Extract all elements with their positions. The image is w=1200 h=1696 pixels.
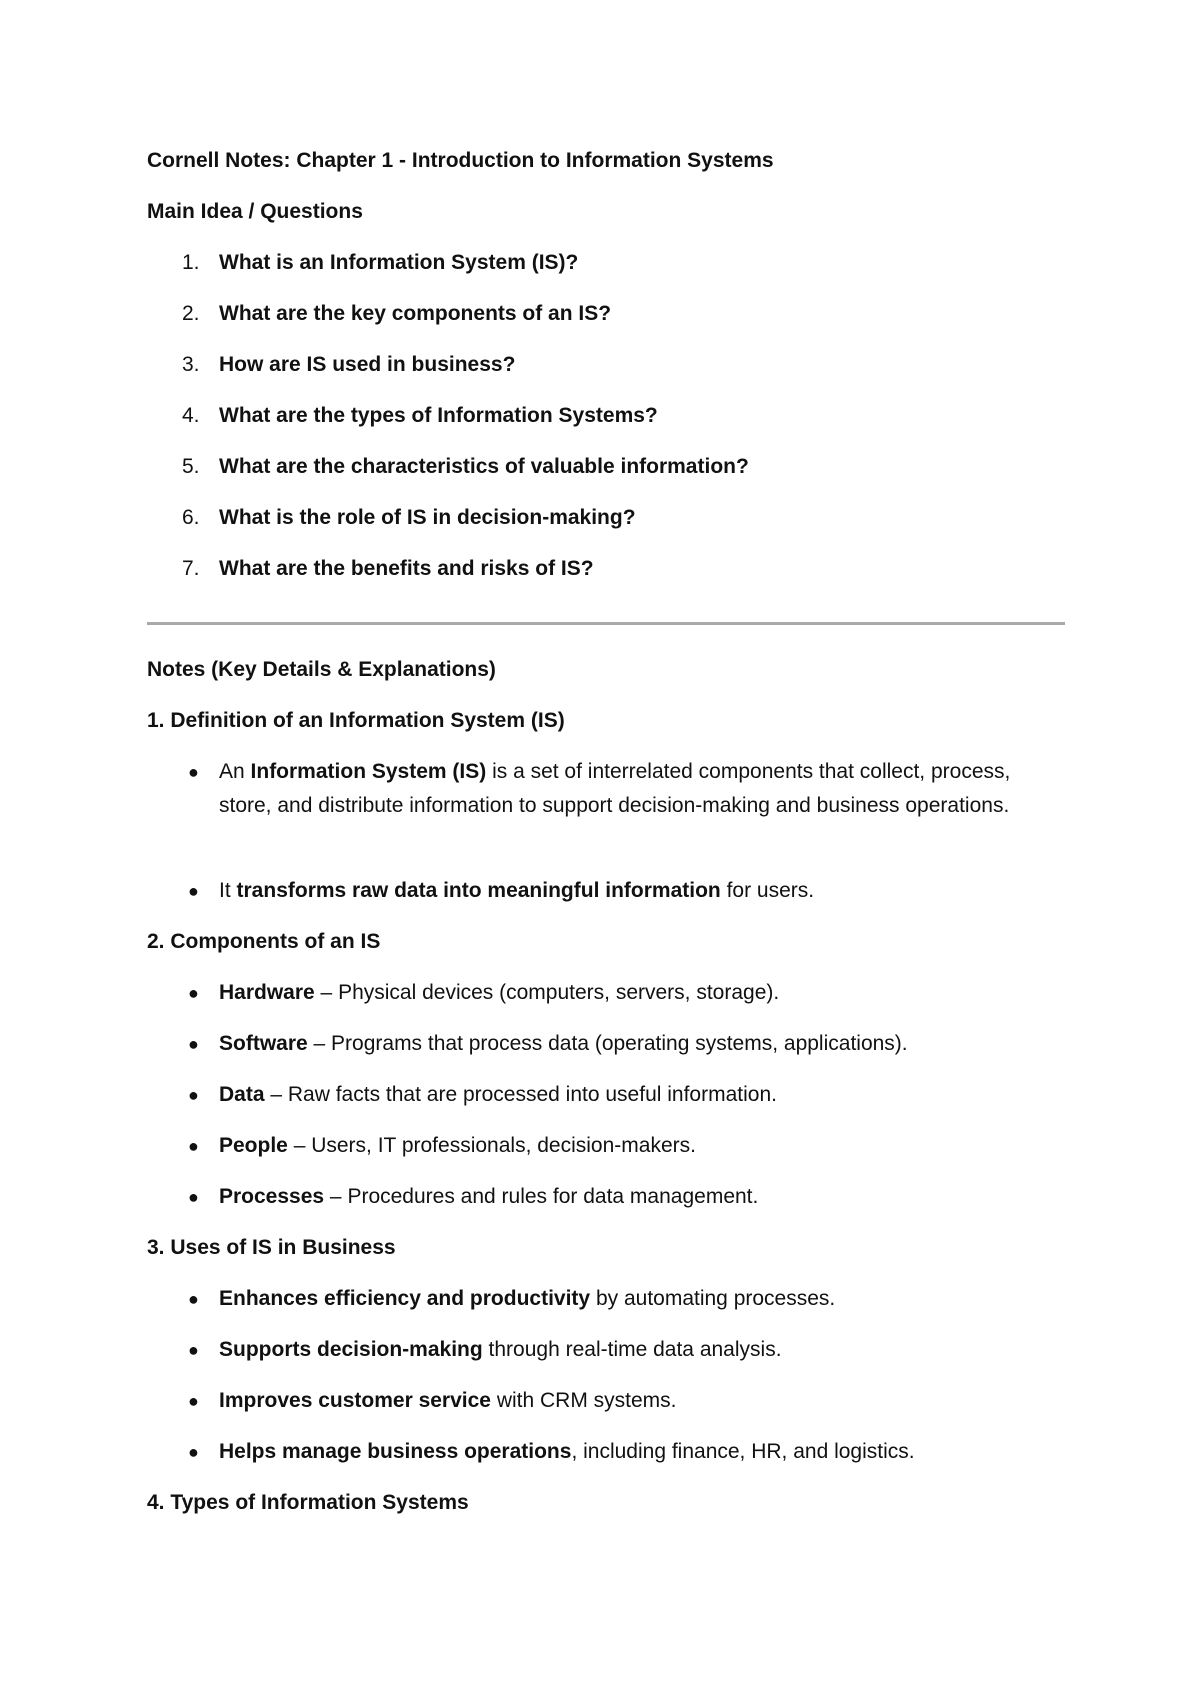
bullet-icon: ● [188, 1442, 199, 1462]
bullet-text: It transforms raw data into meaningful information for users. [219, 879, 815, 902]
bullet-text: Processes – Procedures and rules for data management. [219, 1185, 759, 1208]
question-text: What are the key components of an IS? [219, 302, 612, 325]
question-number: 5. [182, 455, 200, 478]
question-text: What are the benefits and risks of IS? [219, 557, 594, 580]
section-heading: 3. Uses of IS in Business [147, 1236, 396, 1259]
question-number: 3. [182, 353, 200, 376]
section-heading: 1. Definition of an Information System (IS) [147, 709, 565, 732]
question-number: 7. [182, 557, 200, 580]
bullet-icon: ● [188, 1340, 199, 1360]
bullet-text: People – Users, IT professionals, decision-makers. [219, 1134, 696, 1157]
question-number: 2. [182, 302, 200, 325]
section-heading: 2. Components of an IS [147, 930, 381, 953]
bullet-icon: ● [188, 1391, 199, 1411]
bullet-icon: ● [188, 1187, 199, 1207]
bullet-text: Supports decision-making through real-time data analysis. [219, 1338, 782, 1361]
document-title: Cornell Notes: Chapter 1 - Introduction to Information Systems [147, 149, 774, 172]
bullet-icon: ● [188, 762, 199, 782]
question-number: 1. [182, 251, 200, 274]
horizontal-divider [147, 622, 1065, 625]
bullet-icon: ● [188, 1136, 199, 1156]
question-text: How are IS used in business? [219, 353, 516, 376]
notes-heading: Notes (Key Details & Explanations) [147, 658, 496, 681]
bullet-icon: ● [188, 983, 199, 1003]
bullet-text: Enhances efficiency and productivity by automating processes. [219, 1287, 836, 1310]
question-text: What is an Information System (IS)? [219, 251, 579, 274]
question-number: 4. [182, 404, 200, 427]
question-text: What are the characteristics of valuable information? [219, 455, 749, 478]
question-number: 6. [182, 506, 200, 529]
bullet-text: An Information System (IS) is a set of interrelated components that collect, process, store, and distribute information to support decision-making and business operations. [219, 760, 1011, 817]
question-text: What are the types of Information Systems? [219, 404, 658, 427]
bullet-text: Data – Raw facts that are processed into useful information. [219, 1083, 777, 1106]
bullet-icon: ● [188, 1289, 199, 1309]
bullet-text: Software – Programs that process data (operating systems, applications). [219, 1032, 908, 1055]
bullet-icon: ● [188, 1034, 199, 1054]
bullet-text: Helps manage business operations, including finance, HR, and logistics. [219, 1440, 915, 1463]
bullet-text: Hardware – Physical devices (computers, servers, storage). [219, 981, 780, 1004]
section-heading: 4. Types of Information Systems [147, 1491, 469, 1514]
bullet-icon: ● [188, 1085, 199, 1105]
question-text: What is the role of IS in decision-making? [219, 506, 636, 529]
bullet-icon: ● [188, 881, 199, 901]
bullet-text: Improves customer service with CRM systems. [219, 1389, 677, 1412]
main-idea-heading: Main Idea / Questions [147, 200, 363, 223]
